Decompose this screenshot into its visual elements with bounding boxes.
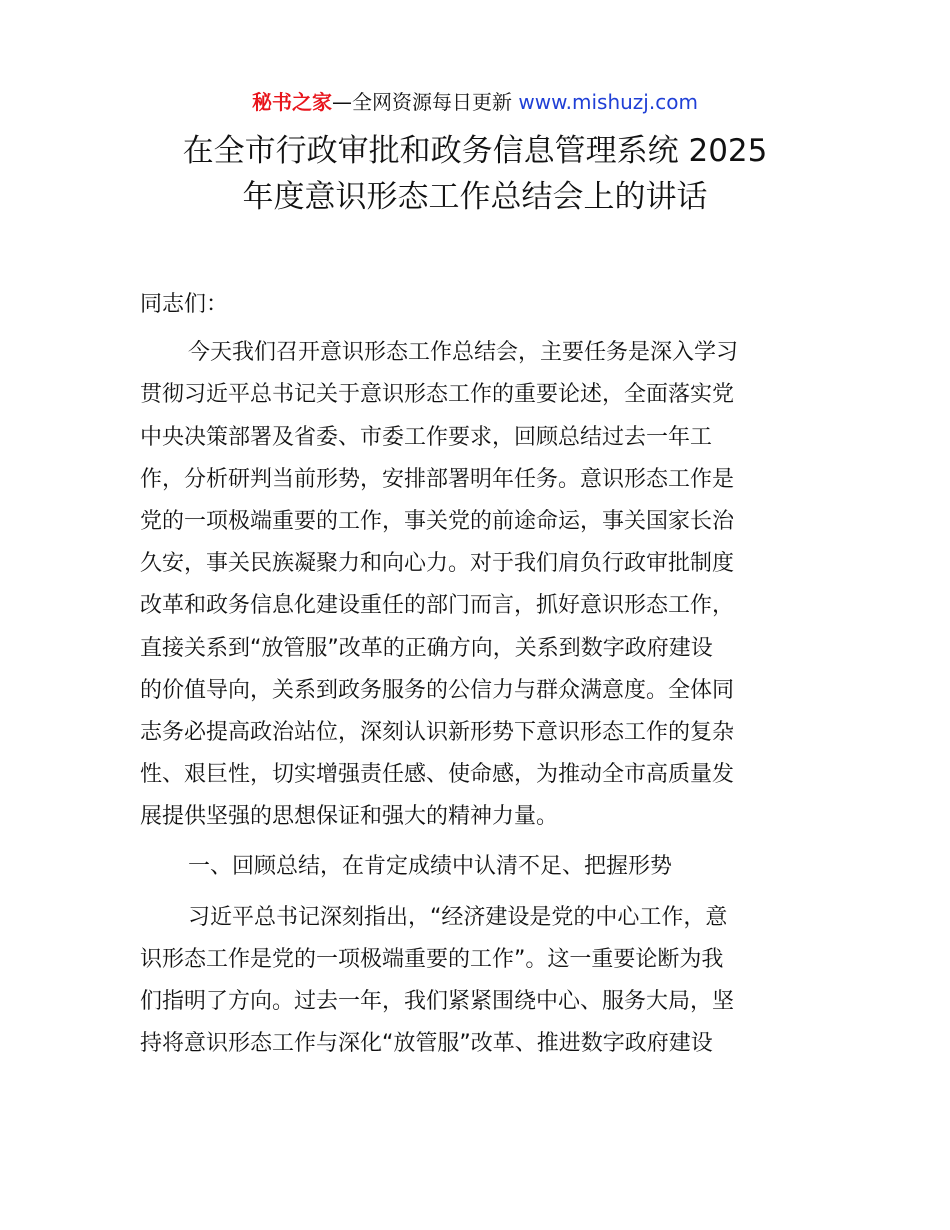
text-line: 作，分析研判当前形势，安排部署明年任务。意识形态工作是 [140, 466, 735, 492]
site-url-link[interactable]: www.mishuzj.com [518, 90, 698, 114]
text-line: 持将意识形态工作与深化“放管服”改革、推进数字政府建设 [140, 1031, 713, 1057]
text-line: 习近平总书记深刻指出，“经济建设是党的中心工作，意 [188, 904, 728, 930]
text-line: 直接关系到“放管服”改革的正确方向，关系到数字政府建设 [140, 635, 713, 661]
text-line: 识形态工作是党的一项极端重要的工作”。这一重要论断为我 [140, 946, 724, 972]
text-line: 今天我们召开意识形态工作总结会，主要任务是深入学习 [188, 340, 739, 366]
text-line: 性、艰巨性，切实增强责任感、使命感，为推动全市高质量发 [140, 762, 735, 788]
text-line: 志务必提高政治站位，深刻认识新形势下意识形态工作的复杂 [140, 719, 735, 745]
section-heading: 一、回顾总结，在肯定成绩中认清不足、把握形势 [188, 854, 673, 880]
text-line: 中央决策部署及省委、市委工作要求，回顾总结过去一年工 [140, 424, 713, 450]
salutation: 同志们： [140, 292, 229, 317]
title-line-2: 年度意识形态工作总结会上的讲话 [242, 179, 708, 215]
site-slogan: —全网资源每日更新 [332, 90, 513, 114]
text-line: 贯彻习近平总书记关于意识形态工作的重要论述，全面落实党 [140, 382, 735, 408]
site-header [0, 86, 950, 118]
text-line: 党的一项极端重要的工作，事关党的前途命运，事关国家长治 [140, 508, 735, 534]
text-line: 的价值导向，关系到政务服务的公信力与群众满意度。全体同 [140, 677, 735, 703]
text-line: 们指明了方向。过去一年，我们紧紧围绕中心、服务大局，坚 [140, 989, 735, 1014]
paragraph-intro [140, 332, 812, 838]
text-line: 展提供坚强的思想保证和强大的精神力量。 [140, 804, 559, 830]
paragraph-review [140, 897, 812, 1066]
site-brand: 秘书之家 [252, 90, 333, 114]
document-title [100, 128, 850, 220]
document-body [140, 284, 812, 1065]
text-line: 久安，事关民族凝聚力和向心力。对于我们肩负行政审批制度 [140, 551, 735, 577]
text-line: 改革和政务信息化建设重任的部门而言，抓好意识形态工作， [140, 593, 735, 619]
title-line-1: 在全市行政审批和政务信息管理系统 2025 [182, 133, 768, 169]
